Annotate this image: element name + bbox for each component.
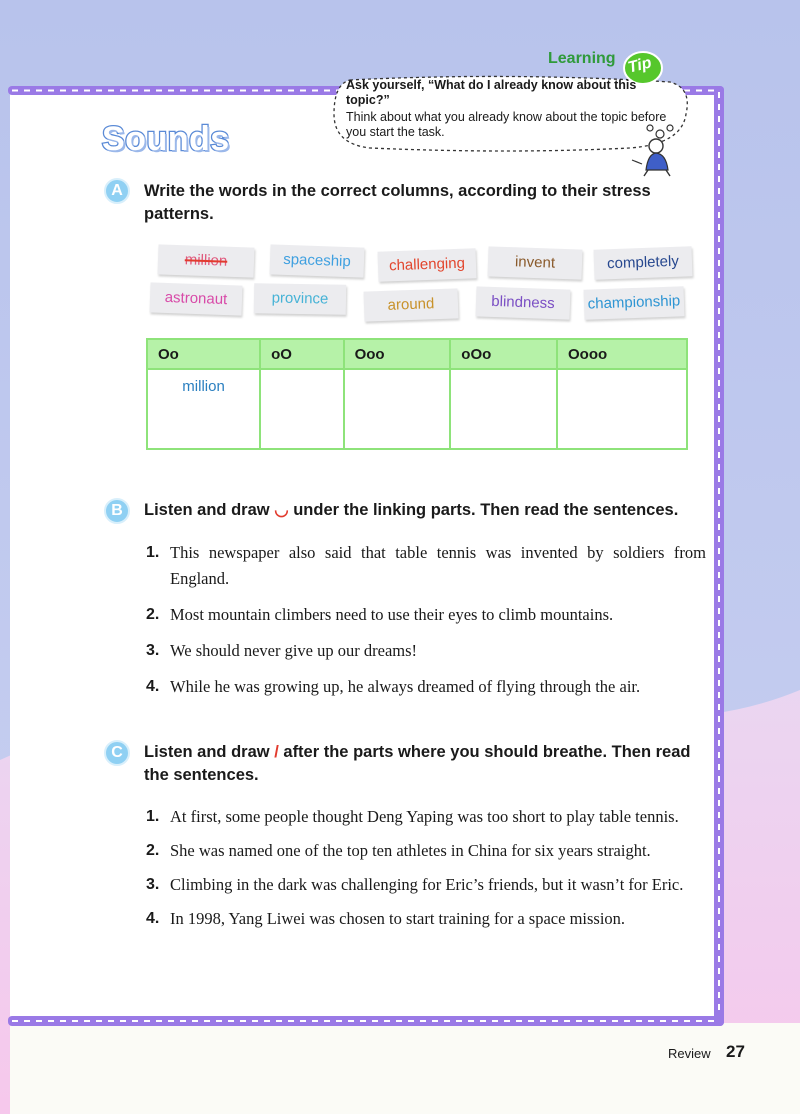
tip-badge-label: Tip [626, 54, 654, 77]
instruction-text: under the linking parts. Then read the sentences. [293, 501, 679, 519]
sentence-text: Most mountain climbers need to use their eyes to climb mountains. [170, 605, 614, 624]
word-card [378, 248, 477, 281]
section-b-badge: B [104, 498, 130, 524]
word-card-text: around [387, 295, 435, 314]
instruction-text: Listen and draw [144, 501, 270, 519]
word-card [476, 286, 571, 319]
list-item [146, 674, 706, 700]
sentence-text: While he was growing up, he always dreamed of flying through the air. [170, 677, 641, 696]
section-c-sentences [146, 804, 706, 932]
sentence-number: 4. [146, 678, 160, 695]
column-header-oooo: Oooo [557, 339, 687, 369]
section-c-instruction [144, 741, 704, 787]
stress-pattern-table [146, 338, 688, 450]
word-card-text: spaceship [282, 250, 352, 271]
word-card [150, 282, 243, 315]
thinking-person-icon [622, 122, 682, 178]
word-card [364, 288, 459, 321]
footer-section-label: Review [668, 1046, 711, 1061]
list-item [146, 838, 706, 864]
sentence-text: In 1998, Yang Liwei was chosen to start training for a space mission. [170, 909, 626, 928]
section-a-instruction: Write the words in the correct columns, according to their stress patterns. [144, 182, 651, 223]
sentence-number: 3. [146, 876, 160, 893]
word-card [254, 283, 347, 315]
page-number: 27 [726, 1042, 745, 1061]
word-card-text: million [184, 251, 228, 270]
word-card [158, 244, 255, 277]
list-item [146, 906, 706, 932]
word-card-text: challenging [388, 254, 466, 275]
breathe-mark-icon: / [274, 743, 279, 761]
sentence-number: 3. [146, 642, 160, 659]
learning-tip-body: Think about what you already know about the topic before you start the task. [346, 110, 667, 139]
section-c-badge: C [104, 740, 130, 766]
word-card-text: province [271, 289, 329, 308]
answer-cell[interactable] [147, 369, 260, 449]
learning-tip-heading: Learning [548, 50, 616, 67]
word-card [488, 246, 583, 279]
word-card-text: invent [514, 253, 556, 272]
instruction-text: Listen and draw [144, 743, 270, 761]
answer-cell[interactable] [450, 369, 557, 449]
learning-tip-question: Ask yourself, “What do I already know about this topic?” [346, 78, 637, 107]
section-a-badge: A [104, 178, 130, 204]
answer-cell[interactable] [260, 369, 343, 449]
sentence-number: 1. [146, 808, 160, 825]
sentence-text: Climbing in the dark was challenging for Eric’s friends, but it wasn’t for Eric. [170, 875, 684, 894]
sentence-text: She was named one of the top ten athletes in China for six years straight. [170, 841, 651, 860]
word-card [584, 286, 685, 319]
column-header-ooo: Ooo [344, 339, 451, 369]
column-header-oo: Oo [147, 339, 260, 369]
word-card [594, 246, 693, 279]
sentence-number: 4. [146, 910, 160, 927]
list-item [146, 804, 706, 830]
word-card-text: completely [606, 252, 680, 273]
sentence-text: At first, some people thought Deng Yaping was too short to play table tennis. [170, 807, 679, 826]
list-item [146, 638, 706, 664]
sentence-text: This newspaper also said that table tennis was invented by soldiers from England. [170, 543, 706, 588]
list-item [146, 602, 706, 628]
answer-cell[interactable] [557, 369, 687, 449]
sentence-number: 2. [146, 842, 160, 859]
linking-mark-icon: ◡ [274, 501, 289, 519]
section-b-instruction [144, 499, 704, 522]
sentence-text: We should never give up our dreams! [170, 641, 418, 660]
word-card-text: astronaut [164, 288, 228, 309]
sentence-number: 1. [146, 544, 160, 561]
word-card [270, 244, 365, 277]
sentence-number: 2. [146, 606, 160, 623]
answer-cell[interactable] [344, 369, 451, 449]
instruction-text: after the parts where you should breathe. Then read the sentences. [144, 743, 691, 784]
list-item [146, 872, 706, 898]
section-b-sentences [146, 540, 706, 700]
list-item [146, 540, 706, 592]
word-card-text: blindness [491, 292, 555, 313]
column-header-oOo: oOo [450, 339, 557, 369]
example-answer: million [182, 378, 225, 395]
column-header-oO: oO [260, 339, 343, 369]
word-card-text: championship [587, 292, 681, 313]
page-title: Sounds [102, 120, 230, 158]
